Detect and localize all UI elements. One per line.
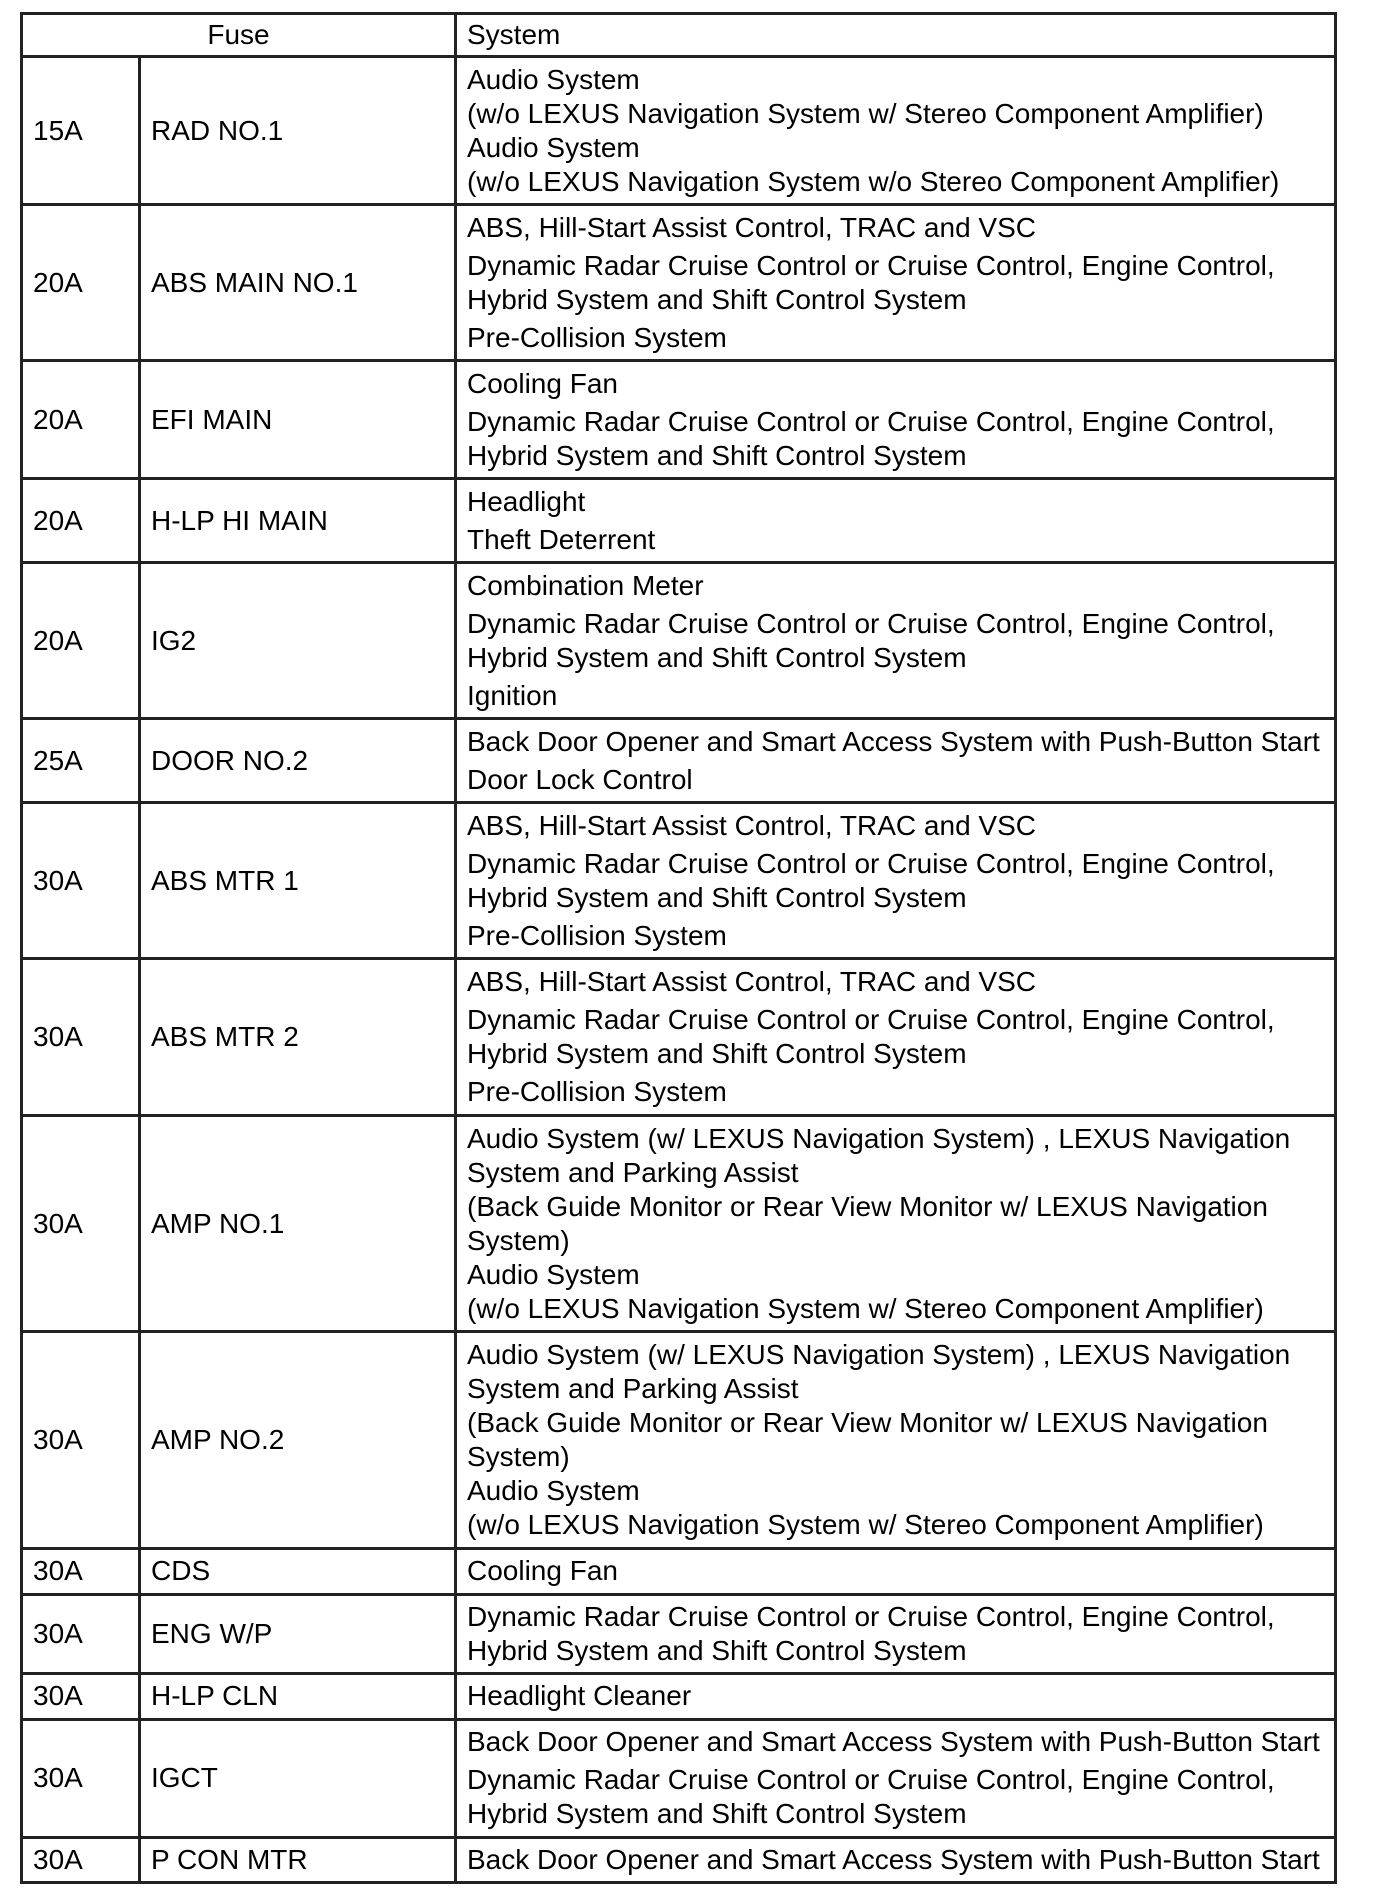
system-line: Cooling Fan [467,367,618,399]
system-line: ABS, Hill-Start Assist Control, TRAC and VSC [467,966,1036,997]
fuse-systems [456,361,1336,479]
fuse-row [22,1332,1336,1549]
system-group [467,1600,1324,1668]
fuse-name: IGCT [140,1719,456,1837]
system-line: Back Door Opener and Smart Access System with Push-Button Start [467,725,1320,757]
fuse-name: DOOR NO.2 [140,719,456,803]
system-line: Hybrid System and Shift Control System [467,641,967,673]
system-line: Dynamic Radar Cruise Control or Cruise Control, Engine Control, [467,607,1275,639]
fuse-systems [456,1837,1336,1883]
system-group [467,1122,1324,1326]
system-line: Audio System [467,131,640,163]
system-group [467,1338,1324,1542]
system-group [467,679,1324,713]
system-line: Hybrid System and Shift Control System [467,881,967,913]
system-line: Pre-Collision System [467,321,727,353]
fuse-systems [456,1115,1336,1332]
system-line: Hybrid System and Shift Control System [467,1798,967,1830]
fuse-amperage: 20A [22,361,140,479]
fuse-amperage: 20A [22,205,140,361]
system-group [467,1763,1324,1831]
fuse-amperage: 30A [22,1837,140,1883]
system-line: ABS, Hill-Start Assist Control, TRAC and VSC [467,211,1036,243]
fuse-name: ENG W/P [140,1594,456,1674]
fuse-systems [456,563,1336,719]
system-line: Dynamic Radar Cruise Control or Cruise Control, Engine Control, [467,847,1275,879]
fuse-row [22,361,1336,479]
system-group [467,1725,1324,1759]
system-group [467,1679,1324,1713]
fuse-row [22,719,1336,803]
system-group [467,1003,1324,1071]
fuse-amperage: 30A [22,1719,140,1837]
system-line: Combination Meter [467,569,704,601]
fuse-systems [456,803,1336,959]
fuse-row [22,1674,1336,1719]
fuse-systems [456,1594,1336,1674]
system-line: ABS, Hill-Start Assist Control, TRAC and VSC [467,809,1036,841]
fuse-row [22,1837,1336,1883]
fuse-amperage: 30A [22,803,140,959]
system-line: Audio System [467,1258,640,1290]
fuse-amperage: 30A [22,959,140,1115]
system-line: Dynamic Radar Cruise Control or Cruise Control, Engine Control, [467,1764,1275,1796]
fuse-systems [456,1719,1336,1837]
fuse-name: H-LP HI MAIN [140,479,456,563]
fuse-amperage: 30A [22,1674,140,1719]
fuse-amperage: 30A [22,1549,140,1594]
fuse-name: RAD NO.1 [140,57,456,205]
system-group [467,847,1324,915]
fuse-amperage: 30A [22,1332,140,1549]
system-group [467,725,1324,759]
system-line: Audio System [467,1475,640,1507]
system-line: Dynamic Radar Cruise Control or Cruise Control, Engine Control, [467,249,1275,281]
system-line: Audio System [467,63,640,95]
system-line: System) [467,1441,570,1473]
header-row [22,14,1336,57]
system-group [467,63,1324,199]
system-line: Headlight Cleaner [467,1680,692,1712]
fuse-systems [456,1549,1336,1594]
system-group [467,321,1324,355]
system-line: Hybrid System and Shift Control System [467,1038,967,1069]
system-group [467,249,1324,317]
system-line: System and Parking Assist [467,1373,799,1405]
fuse-amperage: 25A [22,719,140,803]
system-line: Audio System (w/ LEXUS Navigation System) , LEXUS Navigation [467,1339,1291,1371]
fuse-name: ABS MAIN NO.1 [140,205,456,361]
system-line: Pre-Collision System [467,919,727,951]
system-line: (w/o LEXUS Navigation System w/ Stereo Component Amplifier) [467,97,1264,129]
fuse-row [22,959,1336,1115]
fuse-table-body [22,57,1336,1883]
system-column-header: System [456,14,1336,57]
system-group [467,607,1324,675]
system-line: (w/o LEXUS Navigation System w/ Stereo Component Amplifier) [467,1509,1264,1541]
fuse-amperage: 30A [22,1115,140,1332]
fuse-systems [456,1332,1336,1549]
system-line: (w/o LEXUS Navigation System w/ Stereo Component Amplifier) [467,1292,1264,1324]
system-group [467,965,1324,999]
fuse-name: AMP NO.2 [140,1332,456,1549]
fuse-systems [456,57,1336,205]
fuse-name: IG2 [140,563,456,719]
fuse-name: CDS [140,1549,456,1594]
fuse-column-header: Fuse [22,14,456,57]
system-line: Theft Deterrent [467,523,656,555]
system-line: Back Door Opener and Smart Access System with Push-Button Start [467,1843,1320,1875]
system-group [467,485,1324,519]
system-group [467,1075,1324,1109]
system-line: Dynamic Radar Cruise Control or Cruise Control, Engine Control, [467,405,1275,437]
fuse-amperage: 20A [22,479,140,563]
fuse-row [22,1594,1336,1674]
fuse-amperage: 15A [22,57,140,205]
system-line: Ignition [467,679,558,711]
system-line: System) [467,1224,570,1256]
system-group [467,1554,1324,1588]
fuse-name: H-LP CLN [140,1674,456,1719]
fuse-name: P CON MTR [140,1837,456,1883]
fuse-row [22,205,1336,361]
fuse-row [22,57,1336,205]
system-line: Door Lock Control [467,763,693,795]
system-group [467,523,1324,557]
fuse-row [22,479,1336,563]
system-group [467,763,1324,797]
system-group [467,405,1324,473]
fuse-systems [456,1674,1336,1719]
fuse-table [20,12,1337,1884]
system-line: Hybrid System and Shift Control System [467,1634,967,1666]
system-line: Back Door Opener and Smart Access System with Push-Button Start [467,1726,1320,1758]
fuse-row [22,1719,1336,1837]
fuse-systems [456,479,1336,563]
system-group [467,1843,1324,1877]
fuse-amperage: 30A [22,1594,140,1674]
fuse-name: AMP NO.1 [140,1115,456,1332]
fuse-name: ABS MTR 2 [140,959,456,1115]
system-line: Dynamic Radar Cruise Control or Cruise Control, Engine Control, [467,1004,1275,1035]
system-line: (Back Guide Monitor or Rear View Monitor w/ LEXUS Navigation [467,1190,1268,1222]
fuse-name: EFI MAIN [140,361,456,479]
system-line: Dynamic Radar Cruise Control or Cruise Control, Engine Control, [467,1600,1275,1632]
system-group [467,367,1324,401]
fuse-systems [456,719,1336,803]
fuse-row [22,803,1336,959]
system-group [467,809,1324,843]
system-line: Hybrid System and Shift Control System [467,283,967,315]
fuse-row [22,563,1336,719]
system-line: Hybrid System and Shift Control System [467,439,967,471]
system-line: Cooling Fan [467,1555,618,1587]
system-line: Audio System (w/ LEXUS Navigation System) , LEXUS Navigation [467,1122,1291,1154]
system-line: System and Parking Assist [467,1156,799,1188]
fuse-row [22,1549,1336,1594]
system-line: (Back Guide Monitor or Rear View Monitor w/ LEXUS Navigation [467,1407,1268,1439]
system-line: (w/o LEXUS Navigation System w/o Stereo Component Amplifier) [467,165,1280,197]
fuse-row [22,1115,1336,1332]
fuse-name: ABS MTR 1 [140,803,456,959]
fuse-systems [456,959,1336,1115]
fuse-systems [456,205,1336,361]
system-group [467,211,1324,245]
system-line: Pre-Collision System [467,1076,727,1107]
system-line: Headlight [467,485,586,517]
system-group [467,919,1324,953]
fuse-amperage: 20A [22,563,140,719]
system-group [467,569,1324,603]
